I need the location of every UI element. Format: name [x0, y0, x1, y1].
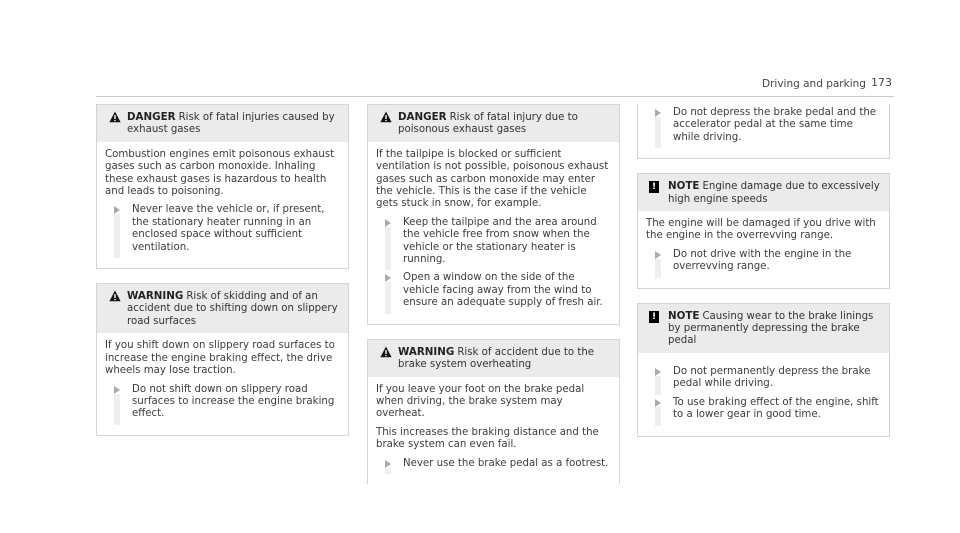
step-item — [646, 249, 881, 274]
danger-text: If the tailpipe is blocked or sufficient ventilation is not possible, poisonous exhaust gases such as carbon monoxide may enter the vehicle. This is the case if the vehicle gets stuck in snow, for example. — [376, 148, 609, 210]
step-item — [105, 384, 340, 421]
column-1 — [96, 104, 349, 436]
step-arrow-icon — [655, 251, 661, 259]
step-bar — [385, 227, 391, 271]
step-arrow-icon — [655, 399, 661, 407]
step-bar — [655, 407, 661, 426]
warning-text: If you leave your foot on the brake pedal when driving, the brake system may overheat. — [376, 383, 585, 420]
step-item — [646, 366, 881, 391]
column-2 — [367, 104, 620, 484]
step-arrow-icon — [385, 460, 391, 468]
warning-triangle-icon — [380, 346, 392, 358]
danger-header — [97, 105, 348, 142]
step-text: Open a window on the side of the vehicle facing away from the wind to ensure an adequate supply of fresh air. — [403, 272, 603, 309]
step-arrow-icon — [385, 274, 391, 282]
warning-keyword: WARNING — [398, 345, 455, 358]
note-keyword: NOTE — [668, 309, 700, 322]
step-bar — [385, 468, 391, 474]
step-bar — [114, 214, 120, 258]
step-arrow-icon — [655, 109, 661, 117]
warning-text: If you shift down on slippery road surfaces to increase the engine braking effect, the drive wheels may lose traction. — [105, 340, 335, 377]
note-header — [638, 304, 889, 353]
warning-box-brake — [367, 339, 620, 484]
danger-keyword: DANGER — [398, 111, 447, 123]
step-text: Keep the tailpipe and the area around the vehicle free from snow when the vehicle or the stationary heater is running. — [403, 216, 597, 266]
step-arrow-icon — [114, 206, 120, 214]
warning-box-skidding — [96, 283, 349, 436]
note-box-brake-linings — [637, 303, 890, 437]
step-item — [646, 397, 881, 422]
step-bar — [385, 282, 391, 313]
warning-triangle-icon — [109, 290, 121, 302]
step-text: Do not depress the brake pedal and the accelerator pedal at the same time while driving. — [673, 107, 877, 143]
danger-box-exhaust — [96, 104, 349, 269]
step-arrow-icon — [114, 386, 120, 394]
warning-heading: Risk of skidding and of an accident due to shifting down on slippery road surfaces — [127, 291, 338, 327]
step-text: Do not shift down on slippery road surfaces to increase the engine braking effect. — [132, 383, 335, 420]
column-3 — [637, 104, 890, 437]
warning-triangle-icon — [109, 111, 121, 123]
note-heading: Causing wear to the brake linings by permanently depressing the brake pedal — [668, 310, 874, 347]
step-bar — [655, 117, 661, 148]
warning-keyword: WARNING — [127, 290, 184, 303]
note-keyword: NOTE — [668, 180, 700, 193]
danger-heading: Risk of fatal injuries caused by exhaust gases — [127, 112, 335, 136]
warning-text: This increases the braking distance and the brake system can even fail. — [376, 426, 599, 451]
step-bar — [655, 376, 661, 395]
note-box-engine — [637, 173, 890, 288]
step-text: Never leave the vehicle or, if present, the stationary heater running in an enclosed space without sufficient ventilation. — [132, 204, 325, 253]
warning-heading: Risk of accident due to the brake system overheating — [398, 346, 595, 371]
step-bar — [114, 394, 120, 425]
step-text: To use braking effect of the engine, shift to a lower gear in good time. — [673, 396, 879, 421]
step-text: Never use the brake pedal as a footrest. — [403, 457, 609, 469]
note-header — [638, 174, 889, 211]
step-arrow-icon — [385, 219, 391, 227]
step-bar — [655, 259, 661, 278]
step-item — [646, 107, 881, 144]
danger-keyword: DANGER — [127, 111, 176, 123]
danger-heading: Risk of fatal injury due to poisonous exhaust gases — [398, 112, 578, 136]
note-text: The engine will be damaged if you drive with the engine in the overrevving range. — [646, 218, 876, 242]
header-rule — [96, 96, 894, 97]
step-text: Do not drive with the engine in the overrevving range. — [673, 248, 852, 273]
exclamation-note-icon: ! — [649, 311, 659, 323]
danger-box-tailpipe — [367, 104, 620, 325]
step-item — [376, 217, 611, 267]
page-number: 173 — [871, 76, 892, 89]
warning-triangle-icon — [380, 111, 392, 123]
continued-box — [637, 104, 890, 159]
step-item — [376, 272, 611, 309]
step-item — [376, 458, 611, 470]
warning-header — [97, 284, 348, 333]
step-item — [105, 204, 340, 254]
note-heading: Engine damage due to excessively high engine speeds — [668, 181, 880, 205]
section-title: Driving and parking — [762, 78, 866, 90]
step-arrow-icon — [655, 368, 661, 376]
exclamation-note-icon: ! — [649, 181, 659, 193]
warning-header — [368, 340, 619, 377]
danger-header — [368, 105, 619, 142]
step-text: Do not permanently depress the brake pedal while driving. — [673, 365, 871, 390]
danger-text: Combustion engines emit poisonous exhaust gases such as carbon monoxide. Inhaling these exhaust gases is hazardous to health and leads to poisoning. — [105, 148, 335, 198]
